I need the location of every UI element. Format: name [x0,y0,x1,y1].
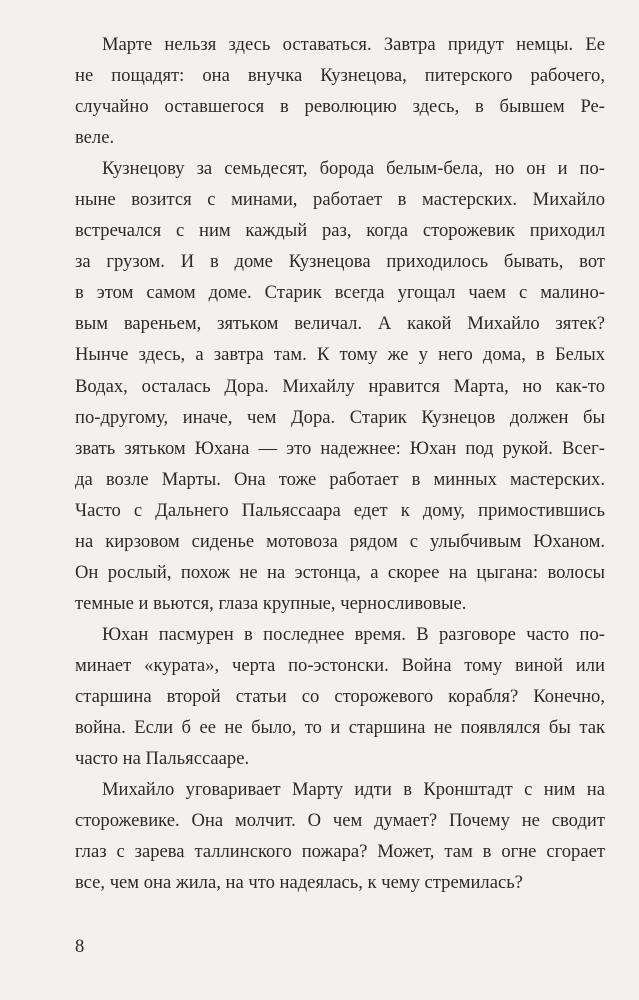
text-line: старшина второй статьи со сторожевого корабля? Конечно, [75,685,605,707]
text-line: звать зятьком Юхана — это надежнее: Юхан под рукой. Всег- [75,437,605,459]
text-line: по-другому, иначе, чем Дора. Старик Кузнецов должен бы [75,406,605,428]
text-line: вым вареньем, зятьком величал. А какой Михайло зятек? [75,313,605,335]
text-line: да возле Марты. Она тоже работает в минных мастерских. [75,468,605,490]
text-line: минает «курата», черта по-эстонски. Война тому виной или [75,654,605,676]
text-line: Марте нельзя здесь оставаться. Завтра придут немцы. Ее [102,34,605,55]
text-line: все, чем она жила, на что надеялась, к чему стремилась? [75,872,523,894]
text-line: часто на Пальяссааре. [75,748,250,770]
text-line: сторожевике. Она молчит. О чем думает? Почему не сводит [75,810,605,832]
text-line: Часто с Дальнего Пальяссаара едет к дому, примостившись [75,499,605,521]
text-line: глаз с зарева таллинского пожара? Может, там в огне сгорает [75,841,605,863]
text-line: за грузом. И в доме Кузнецова приходилось бывать, вот [75,251,605,273]
text-line: в этом самом доме. Старик всегда угощал чаем с малино- [75,282,605,304]
text-line: на кирзовом сиденье мотовоза рядом с улыбчивым Юханом. [75,530,605,552]
text-line: темные и вьются, глаза крупные, черносливовые. [75,592,467,614]
text-line: ныне возится с минами, работает в мастерских. Михайло [75,189,605,211]
text-line: Нынче здесь, а завтра там. К тому же у него дома, в Белых [75,344,605,366]
text-line: случайно оставшегося в революцию здесь, в бывшем Ре- [75,96,605,118]
text-line: Он рослый, похож не на эстонца, а скорее на цыгана: волосы [75,561,605,583]
page-number: 8 [75,936,85,957]
text-line: встречался с ним каждый раз, когда сторожевик приходил [75,220,605,242]
text-line: война. Если б ее не было, то и старшина не появлялся бы так [75,717,605,739]
body-text [75,29,605,898]
text-line: не пощадят: она внучка Кузнецова, питерского рабочего, [75,65,605,87]
text-line: Водах, осталась Дора. Михайлу нравится Марта, но как-то [75,375,605,397]
text-line: Кузнецову за семьдесят, борода белым-бела, но он и по- [102,158,605,180]
text-line: веле. [75,127,115,149]
text-line: Юхан пасмурен в последнее время. В разговоре часто по- [102,623,605,645]
text-line: Михайло уговаривает Марту идти в Кронштадт с ним на [102,779,605,801]
